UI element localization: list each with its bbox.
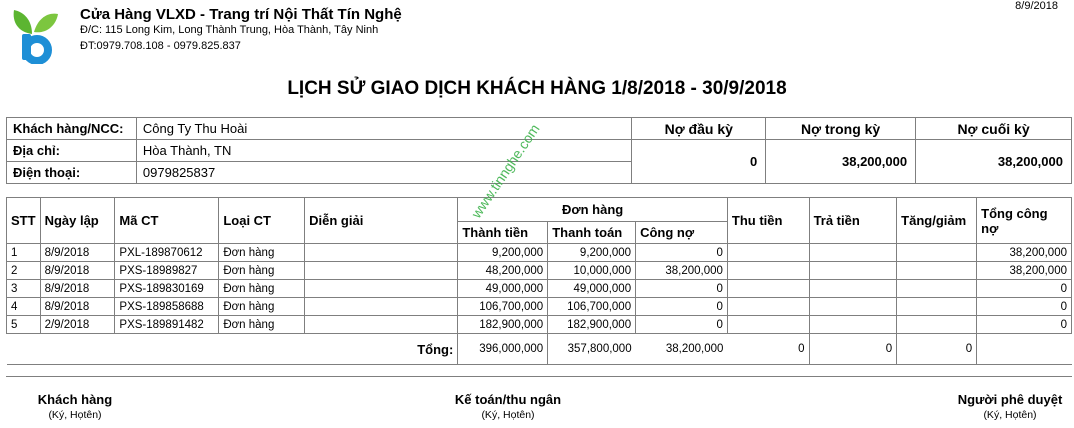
cell-type: Đơn hàng (219, 298, 305, 316)
col-code: Mã CT (115, 198, 219, 244)
col-desc: Diễn giải (305, 198, 458, 244)
cell-type: Đơn hàng (219, 280, 305, 298)
cell-total-debt: 0 (977, 280, 1072, 298)
cell-desc (305, 298, 458, 316)
customer-phone: 0979825837 (136, 162, 631, 184)
closing-debt-value: 38,200,000 (916, 140, 1072, 184)
cell-adjust (897, 280, 977, 298)
opening-debt-label: Nợ đầu kỳ (632, 118, 766, 140)
cell-paid: 49,000,000 (548, 280, 636, 298)
transactions-body (7, 244, 1072, 334)
cell-amount: 9,200,000 (458, 244, 548, 262)
report-title: LỊCH SỬ GIAO DỊCH KHÁCH HÀNG 1/8/2018 - 30/9/2018 (287, 78, 787, 99)
col-amount: Thành tiền (458, 222, 548, 244)
total-debt: 38,200,000 (636, 334, 728, 365)
customer-address-label: Địa chỉ: (7, 140, 137, 162)
col-debt: Công nợ (636, 222, 728, 244)
cell-type: Đơn hàng (219, 262, 305, 280)
watermark: www.tinnghe.com (468, 121, 543, 221)
table-row (7, 262, 1072, 280)
cell-stt: 2 (7, 262, 41, 280)
transactions-table (6, 197, 1072, 365)
total-amount: 396,000,000 (458, 334, 548, 365)
total-paid: 357,800,000 (548, 334, 636, 365)
signature-customer-title: Khách hàng (37, 392, 113, 407)
table-row (7, 316, 1072, 334)
total-payment: 0 (809, 334, 897, 365)
col-payment: Trả tiền (809, 198, 897, 244)
customer-name-label: Khách hàng/NCC: (7, 118, 137, 140)
col-date: Ngày lập (40, 198, 115, 244)
cell-paid: 10,000,000 (548, 262, 636, 280)
customer-address: Hòa Thành, TN (136, 140, 631, 162)
cell-stt: 1 (7, 244, 41, 262)
cell-payment (809, 298, 897, 316)
cell-paid: 106,700,000 (548, 298, 636, 316)
customer-phone-label: Điện thoại: (7, 162, 137, 184)
table-row (7, 298, 1072, 316)
cell-receipt (727, 262, 809, 280)
col-receipt: Thu tiền (727, 198, 809, 244)
cell-code: PXS-189830169 (115, 280, 219, 298)
cell-date: 8/9/2018 (40, 298, 115, 316)
col-stt: STT (7, 198, 41, 244)
cell-desc (305, 316, 458, 334)
col-paid: Thanh toán (548, 222, 636, 244)
signature-accountant (438, 392, 578, 421)
signature-customer-note: (Ký, Họtên) (48, 409, 102, 421)
cell-desc (305, 280, 458, 298)
shop-address: Đ/C: 115 Long Kim, Long Thành Trung, Hòa Thành, Tây Ninh (80, 24, 379, 36)
period-debt-label: Nợ trong kỳ (766, 118, 916, 140)
cell-type: Đơn hàng (219, 244, 305, 262)
cell-payment (809, 316, 897, 334)
cell-date: 8/9/2018 (40, 280, 115, 298)
signature-accountant-note: (Ký, Họtên) (481, 409, 535, 421)
col-adjust: Tăng/giảm (897, 198, 977, 244)
cell-paid: 182,900,000 (548, 316, 636, 334)
cell-payment (809, 244, 897, 262)
cell-desc (305, 244, 458, 262)
shop-phone: ĐT:0979.708.108 - 0979.825.837 (80, 40, 241, 52)
cell-stt: 3 (7, 280, 41, 298)
table-row (7, 280, 1072, 298)
cell-amount: 182,900,000 (458, 316, 548, 334)
cell-desc (305, 262, 458, 280)
signature-approver-note: (Ký, Họtên) (983, 409, 1037, 421)
cell-total-debt: 38,200,000 (977, 244, 1072, 262)
cell-code: PXL-189870612 (115, 244, 219, 262)
col-order-group: Đơn hàng (458, 198, 728, 222)
cell-code: PXS-189891482 (115, 316, 219, 334)
cell-stt: 4 (7, 298, 41, 316)
cell-code: PXS-189858688 (115, 298, 219, 316)
cell-debt: 0 (636, 298, 728, 316)
signature-approver (950, 392, 1070, 421)
cell-adjust (897, 262, 977, 280)
customer-name: Công Ty Thu Hoài (136, 118, 631, 140)
total-blank (977, 334, 1072, 365)
period-debt-value: 38,200,000 (766, 140, 916, 184)
shop-name: Cửa Hàng VLXD - Trang trí Nội Thất Tín Nghệ (80, 6, 402, 23)
cell-paid: 9,200,000 (548, 244, 636, 262)
cell-receipt (727, 316, 809, 334)
cell-receipt (727, 280, 809, 298)
cell-stt: 5 (7, 316, 41, 334)
cell-amount: 106,700,000 (458, 298, 548, 316)
totals-row (7, 334, 1072, 365)
cell-date: 8/9/2018 (40, 262, 115, 280)
totals-label: Tổng: (7, 334, 458, 365)
cell-total-debt: 0 (977, 298, 1072, 316)
cell-total-debt: 0 (977, 316, 1072, 334)
cell-code: PXS-18989827 (115, 262, 219, 280)
cell-total-debt: 38,200,000 (977, 262, 1072, 280)
cell-payment (809, 262, 897, 280)
cell-debt: 0 (636, 280, 728, 298)
cell-date: 8/9/2018 (40, 244, 115, 262)
signature-customer (20, 392, 130, 421)
cell-debt: 38,200,000 (636, 262, 728, 280)
opening-debt-value: 0 (632, 140, 766, 184)
cell-amount: 48,200,000 (458, 262, 548, 280)
cell-adjust (897, 316, 977, 334)
signature-accountant-title: Kế toán/thu ngân (454, 392, 562, 407)
cell-receipt (727, 244, 809, 262)
cell-debt: 0 (636, 244, 728, 262)
cell-payment (809, 280, 897, 298)
cell-adjust (897, 298, 977, 316)
cell-debt: 0 (636, 316, 728, 334)
col-total-debt: Tổng công nợ (977, 198, 1072, 244)
col-type: Loại CT (219, 198, 305, 244)
cell-adjust (897, 244, 977, 262)
cell-date: 2/9/2018 (40, 316, 115, 334)
print-date: 8/9/2018 (1015, 0, 1058, 12)
total-receipt: 0 (727, 334, 809, 365)
total-adjust: 0 (897, 334, 977, 365)
divider (6, 376, 1072, 377)
cell-receipt (727, 298, 809, 316)
closing-debt-label: Nợ cuối kỳ (916, 118, 1072, 140)
cell-type: Đơn hàng (219, 316, 305, 334)
signature-approver-title: Người phê duyệt (957, 392, 1063, 407)
cell-amount: 49,000,000 (458, 280, 548, 298)
table-row (7, 244, 1072, 262)
shop-logo (8, 6, 60, 64)
